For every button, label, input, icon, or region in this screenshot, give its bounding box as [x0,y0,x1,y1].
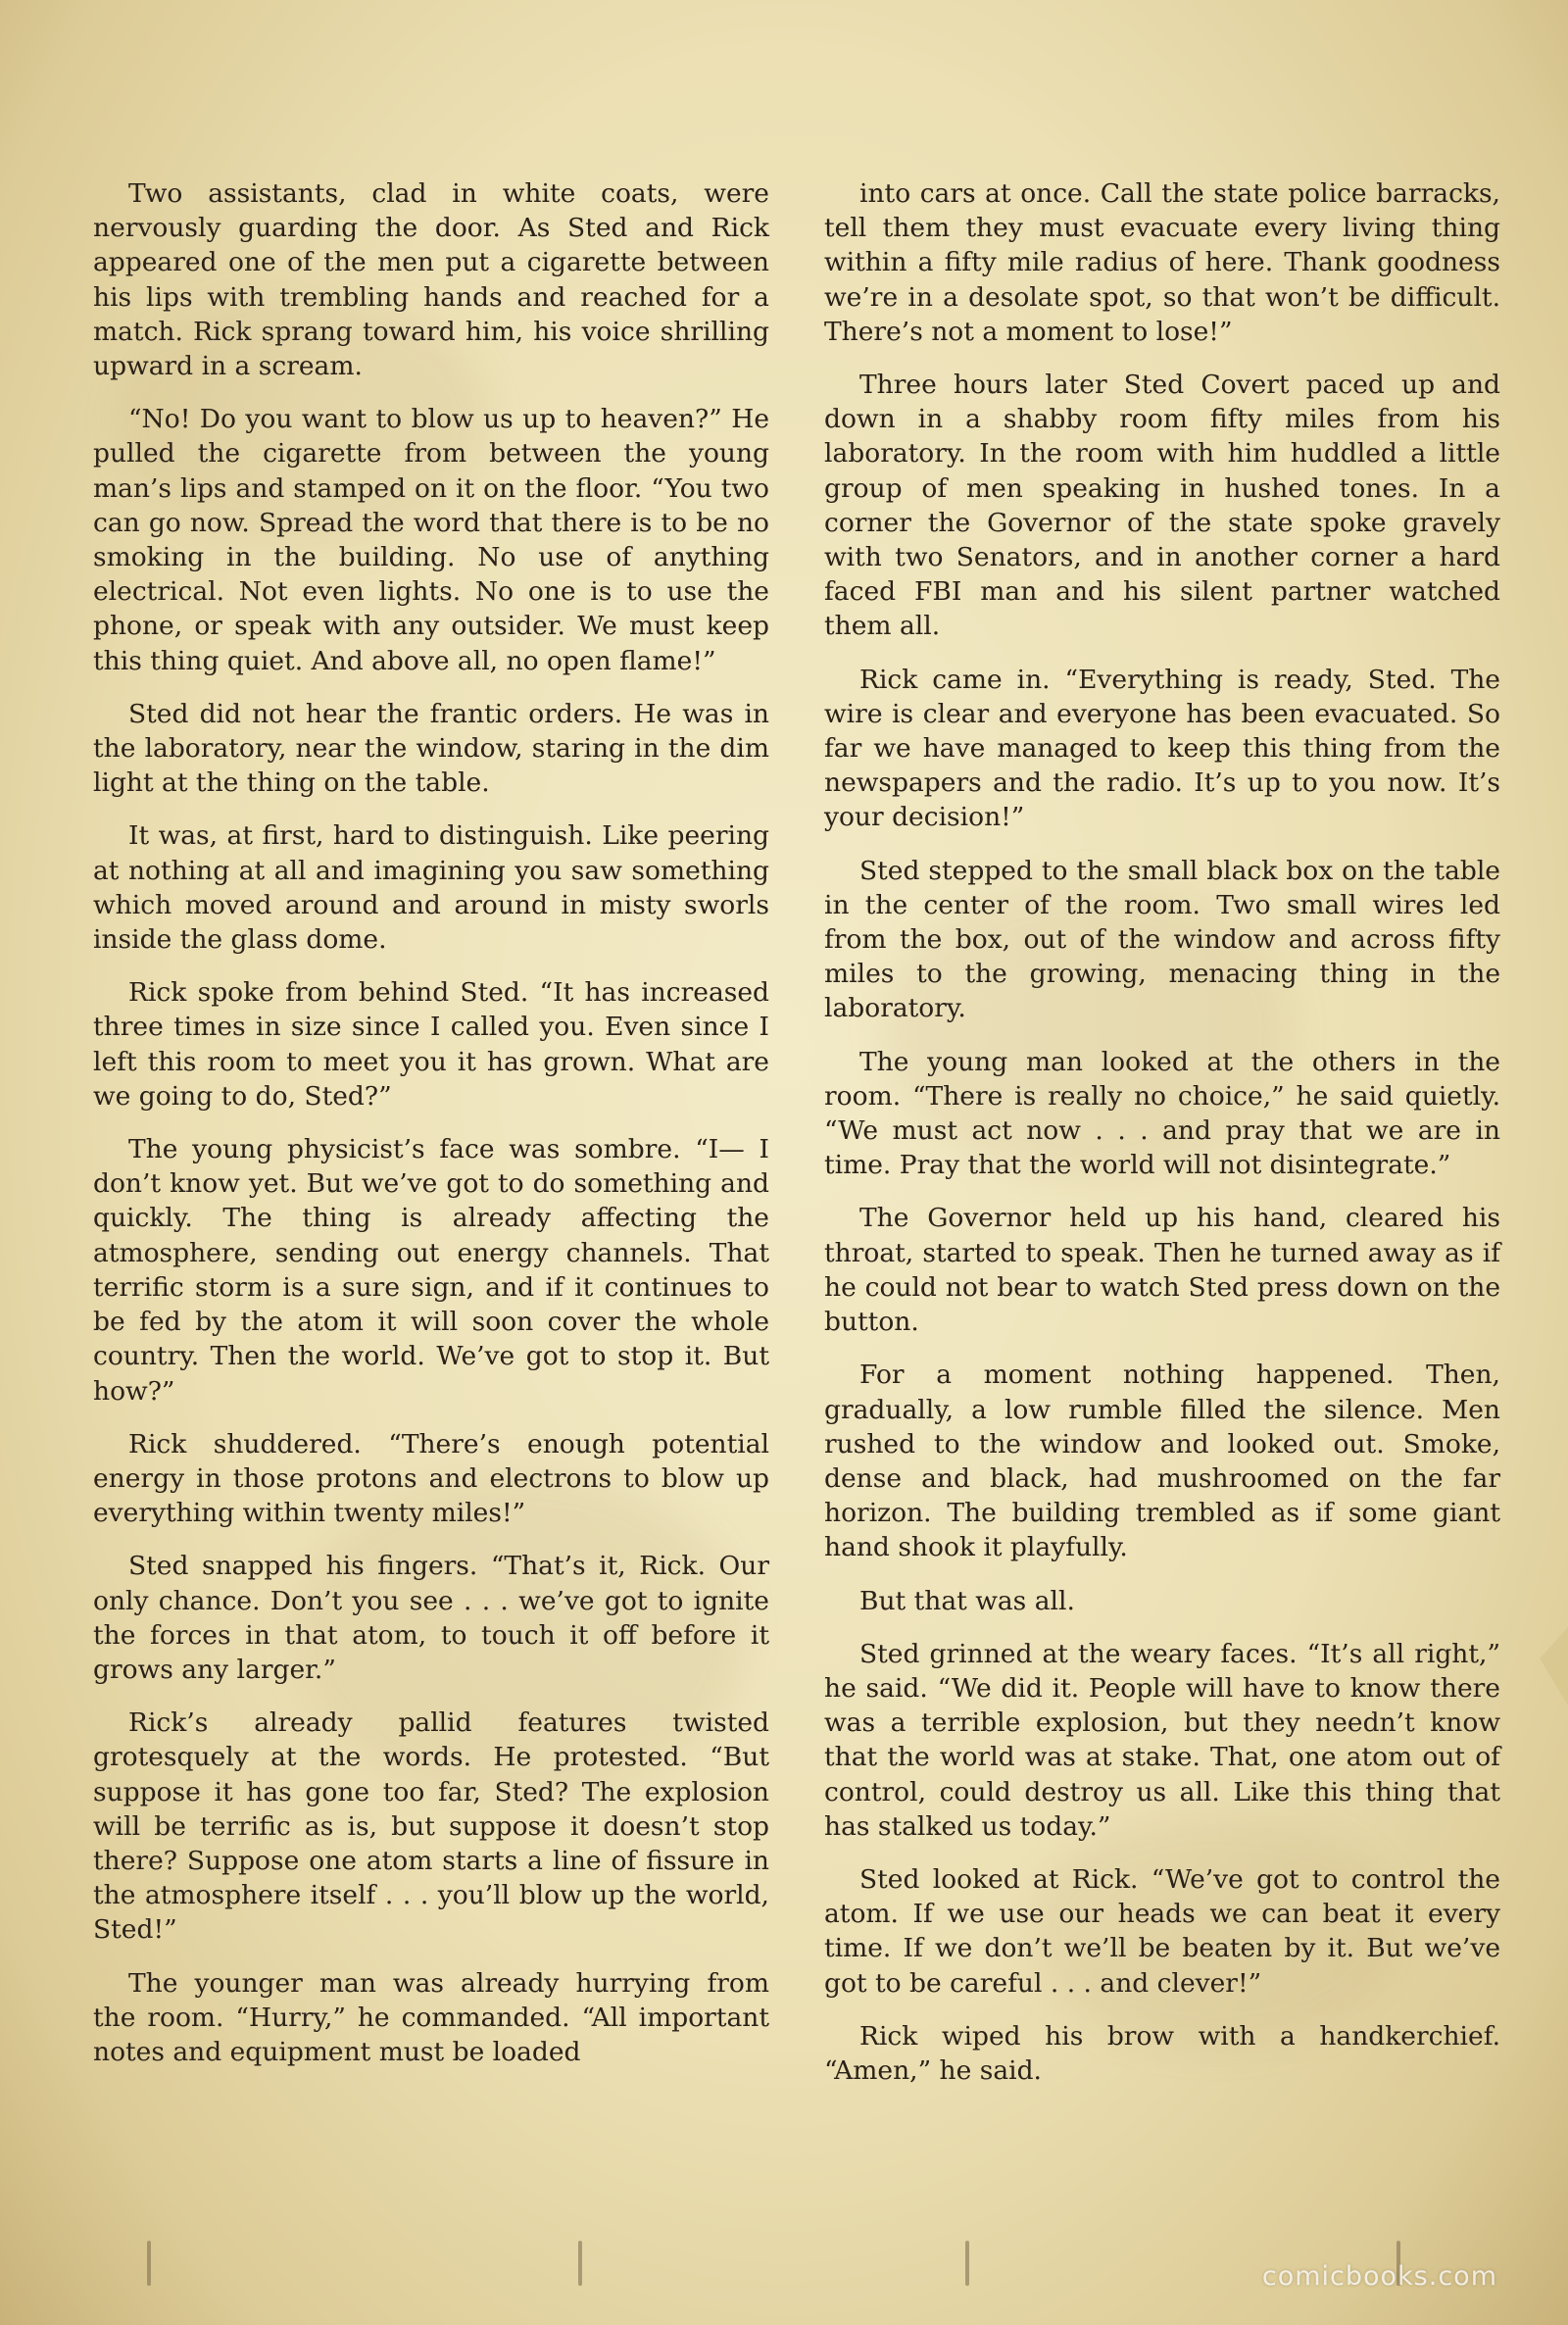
staple-mark [578,2241,582,2286]
paragraph: into cars at once. Call the state police barracks, tell them they must evacuate every living thing within a fifty mile radius of here. Thank goodness we’re in a desolate spot, so that won’t be difficult. There’s not a moment to lose!” [824,178,1500,347]
page-tear [1533,1627,1568,1706]
watermark: comicbooks.com [1261,2261,1497,2292]
paragraph: Sted grinned at the weary faces. “It’s all right,” he said. “We did it. People will have to know there was a terrible explosion, but they needn’t know that the world was at stake. That, one atom out of control, could destroy us all. Like this thing that has stalked us today.” [824,1638,1500,1842]
paragraph: Rick wiped his brow with a handkerchief. “Amen,” he said. [824,2020,1500,2086]
paragraph: But that was all. [859,1585,1075,1616]
paragraph: Sted snapped his fingers. “That’s it, Rick. Our only chance. Don’t you see . . . we’ve got to ignite the forces in that atom, to touch it off before it grows any larger.” [93,1551,769,1685]
right-text-column [824,176,1500,2106]
paragraph: Rick shuddered. “There’s enough potential energy in those protons and electrons to blow up everything within twenty miles!” [93,1428,769,1529]
paragraph: The young man looked at the others in the room. “There is really no choice,” he said quietly. “We must act now . . . and pray that we are in time. Pray that the world will not disintegrate.” [824,1046,1500,1181]
paragraph: Rick came in. “Everything is ready, Sted. The wire is clear and everyone has been evacuated. So far we have managed to keep this thing from the newspapers and the radio. It’s up to you now. It’s your decision!” [824,664,1500,833]
paragraph: It was, at first, hard to distinguish. Like peering at nothing at all and imagining you saw something which moved around and around in misty sworls inside the glass dome. [93,820,769,956]
left-text-column [93,176,769,2088]
paragraph: The younger man was already hurrying from the room. “Hurry,” he commanded. “All important notes and equipment must be loaded [93,1967,769,2067]
paragraph: Rick’s already pallid features twisted grotesquely at the words. He protested. “But suppose it has gone too far, Sted? The explosion will be terrific as is, but suppose it doesn’t stop there? Suppose one atom starts a line of fissure in the atmosphere itself . . . you’ll blow up the world, Sted!” [93,1707,769,1946]
paragraph: The Governor held up his hand, cleared his throat, started to speak. Then he turned away as if he could not bear to watch Sted press down on the button. [824,1203,1500,1338]
paragraph: Two assistants, clad in white coats, were nervously guarding the door. As Sted and Rick appeared one of the men put a cigarette between his lips with trembling hands and reached for a match. Rick sprang toward him, his voice shrilling upward in a scream. [93,178,769,382]
paragraph: “No! Do you want to blow us up to heaven?” He pulled the cigarette from between the young man’s lips and stamped on it on the floor. “You two can go now. Spread the word that there is to be no smoking in the building. No use of anything electrical. Not even lights. No one is to use the phone, or speak with any outsider. We must keep this thing quiet. And above all, no open flame!” [93,404,769,676]
paragraph: Three hours later Sted Covert paced up and down in a shabby room fifty miles from his laboratory. In the room with him huddled a little group of men speaking in hushed tones. In a corner the Governor of the state spoke gravely with two Senators, and in another corner a hard faced FBI man and his silent partner watched them all. [824,370,1500,642]
paragraph: Rick spoke from behind Sted. “It has increased three times in size since I called you. Even since I left this room to meet you it has grown. What are we going to do, Sted?” [93,977,769,1112]
paragraph: Sted did not hear the frantic orders. He was in the laboratory, near the window, staring in the dim light at the thing on the table. [93,698,769,799]
paragraph: Sted looked at Rick. “We’ve got to control the atom. If we use our heads we can beat it every time. If we don’t we’ll be beaten by it. But we’ve got to be careful . . . and clever!” [824,1863,1500,1999]
paragraph: For a moment nothing happened. Then, gradually, a low rumble filled the silence. Men rushed to the window and looked out. Smoke, dense and black, had mushroomed on the far horizon. The building trembled as if some giant hand shook it playfully. [824,1360,1500,1563]
paragraph: The young physicist’s face was sombre. “I— I don’t know yet. But we’ve got to do something and quickly. The thing is already affecting the atmosphere, sending out energy channels. That terrific storm is a sure sign, and if it continues to be fed by the atom it will soon cover the whole country. Then the world. We’ve got to stop it. But how?” [93,1134,769,1407]
paragraph: Sted stepped to the small black box on the table in the center of the room. Two small wires led from the box, out of the window and across fifty miles to the growing, menacing thing in the laboratory. [824,855,1500,1024]
staple-mark [965,2241,969,2286]
staple-mark [147,2241,151,2286]
